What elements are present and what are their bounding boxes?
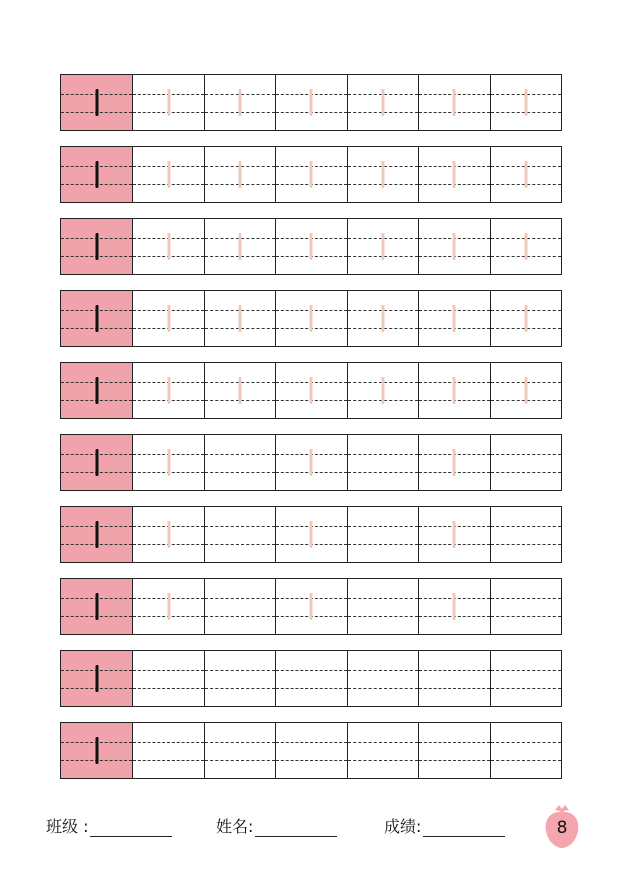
practice-row [60,362,562,419]
practice-cell[interactable] [490,507,561,562]
guide-line [348,742,418,743]
practice-row [60,290,562,347]
trace-letter-l [310,521,313,548]
trace-letter-l [524,305,527,332]
guide-line [276,670,346,671]
practice-cell[interactable] [347,219,418,274]
guide-line [276,760,346,761]
trace-letter-l [381,377,384,404]
practice-cell[interactable] [490,579,561,634]
guide-line [133,688,203,689]
strawberry-page-badge [543,802,581,850]
guide-line [348,616,418,617]
guide-line [491,598,561,599]
practice-cell[interactable] [347,75,418,130]
practice-cell[interactable] [347,291,418,346]
model-letter-l [95,449,98,476]
practice-cell[interactable] [204,147,275,202]
trace-letter-l [239,377,242,404]
guide-line [348,598,418,599]
guide-line [205,616,275,617]
guide-line [491,472,561,473]
model-letter-l [95,89,98,116]
guide-line [419,688,489,689]
trace-letter-l [453,521,456,548]
practice-row [60,506,562,563]
trace-letter-l [381,233,384,260]
practice-cell[interactable] [132,579,203,634]
practice-cell[interactable] [204,723,275,778]
guide-line [348,544,418,545]
guide-line [205,598,275,599]
practice-cell[interactable] [490,363,561,418]
guide-line [348,670,418,671]
model-letter-l [95,593,98,620]
practice-cell[interactable] [132,147,203,202]
guide-line [419,760,489,761]
guide-line [491,544,561,545]
class-blank[interactable] [90,822,172,837]
practice-cell[interactable] [490,219,561,274]
practice-cell[interactable] [418,75,489,130]
practice-cell[interactable] [132,651,203,706]
practice-cell[interactable] [418,363,489,418]
practice-cell[interactable] [347,435,418,490]
practice-cell[interactable] [132,75,203,130]
practice-cell[interactable] [490,75,561,130]
practice-row [60,434,562,491]
practice-cell[interactable] [490,435,561,490]
guide-line [491,616,561,617]
trace-letter-l [310,377,313,404]
practice-cell[interactable] [418,219,489,274]
guide-line [491,526,561,527]
practice-cell[interactable] [275,75,346,130]
practice-cell[interactable] [418,507,489,562]
practice-cell[interactable] [132,219,203,274]
practice-cell[interactable] [275,363,346,418]
trace-letter-l [453,593,456,620]
practice-cell[interactable] [275,651,346,706]
score-blank[interactable] [423,822,505,837]
trace-letter-l [524,377,527,404]
guide-line [348,454,418,455]
model-letter-l [95,521,98,548]
guide-line [205,760,275,761]
practice-cell[interactable] [418,579,489,634]
model-letter-cell [61,651,132,706]
trace-letter-l [453,89,456,116]
trace-letter-l [167,593,170,620]
trace-letter-l [239,161,242,188]
practice-cell[interactable] [132,291,203,346]
trace-letter-l [310,449,313,476]
guide-line [348,688,418,689]
practice-cell[interactable] [490,147,561,202]
practice-cell[interactable] [347,651,418,706]
trace-letter-l [167,89,170,116]
practice-cell[interactable] [275,291,346,346]
model-letter-l [95,233,98,260]
trace-letter-l [310,593,313,620]
practice-cell[interactable] [132,435,203,490]
trace-letter-l [524,233,527,260]
practice-row [60,218,562,275]
practice-cell[interactable] [275,723,346,778]
practice-cell[interactable] [490,291,561,346]
guide-line [348,472,418,473]
practice-row [60,578,562,635]
practice-cell[interactable] [204,507,275,562]
model-letter-l [95,161,98,188]
trace-letter-l [381,305,384,332]
name-blank[interactable] [255,822,337,837]
trace-letter-l [239,89,242,116]
trace-letter-l [310,305,313,332]
trace-letter-l [167,449,170,476]
trace-letter-l [381,89,384,116]
class-label: 班级 : [46,817,89,836]
practice-cell[interactable] [275,435,346,490]
trace-letter-l [167,521,170,548]
trace-letter-l [239,305,242,332]
model-letter-l [95,737,98,764]
model-letter-cell [61,723,132,778]
guide-line [205,670,275,671]
trace-letter-l [453,161,456,188]
practice-cell[interactable] [275,219,346,274]
guide-line [419,742,489,743]
writing-practice-grid [60,74,562,794]
name-label: 姓名: [216,817,254,836]
practice-row [60,650,562,707]
class-field [46,814,172,837]
model-letter-cell [61,363,132,418]
score-label: 成绩: [384,817,422,836]
practice-cell[interactable] [347,507,418,562]
guide-line [419,670,489,671]
trace-letter-l [310,89,313,116]
guide-line [205,742,275,743]
practice-cell[interactable] [204,435,275,490]
model-letter-cell [61,219,132,274]
trace-letter-l [239,233,242,260]
trace-letter-l [167,161,170,188]
trace-letter-l [453,449,456,476]
practice-cell[interactable] [275,147,346,202]
guide-line [491,742,561,743]
trace-letter-l [453,233,456,260]
practice-cell[interactable] [204,291,275,346]
practice-cell[interactable] [275,507,346,562]
trace-letter-l [167,233,170,260]
practice-cell[interactable] [418,291,489,346]
practice-cell[interactable] [275,579,346,634]
trace-letter-l [524,89,527,116]
practice-cell[interactable] [418,723,489,778]
guide-line [205,454,275,455]
practice-cell[interactable] [347,579,418,634]
guide-line [491,760,561,761]
guide-line [276,688,346,689]
guide-line [491,670,561,671]
practice-row [60,74,562,131]
model-letter-cell [61,147,132,202]
trace-letter-l [524,161,527,188]
trace-letter-l [310,233,313,260]
page-number: 8 [556,818,568,838]
practice-cell[interactable] [490,651,561,706]
practice-row [60,146,562,203]
practice-cell[interactable] [204,75,275,130]
model-letter-cell [61,75,132,130]
practice-cell[interactable] [347,723,418,778]
practice-cell[interactable] [132,723,203,778]
guide-line [133,742,203,743]
guide-line [133,670,203,671]
guide-line [491,454,561,455]
guide-line [491,688,561,689]
guide-line [348,760,418,761]
trace-letter-l [167,377,170,404]
guide-line [205,688,275,689]
footer [0,808,623,848]
practice-cell[interactable] [418,147,489,202]
model-letter-cell [61,579,132,634]
practice-cell[interactable] [132,507,203,562]
model-letter-cell [61,291,132,346]
name-field [216,814,337,837]
practice-cell[interactable] [204,579,275,634]
guide-line [205,526,275,527]
score-field [384,814,505,837]
practice-cell[interactable] [490,723,561,778]
model-letter-cell [61,435,132,490]
trace-letter-l [453,377,456,404]
guide-line [133,760,203,761]
trace-letter-l [310,161,313,188]
practice-row [60,722,562,779]
practice-cell[interactable] [347,147,418,202]
model-letter-l [95,665,98,692]
practice-cell[interactable] [418,651,489,706]
model-letter-l [95,377,98,404]
guide-line [205,472,275,473]
trace-letter-l [167,305,170,332]
practice-cell[interactable] [204,363,275,418]
practice-cell[interactable] [132,363,203,418]
trace-letter-l [381,161,384,188]
guide-line [276,742,346,743]
model-letter-l [95,305,98,332]
practice-cell[interactable] [418,435,489,490]
practice-cell[interactable] [204,651,275,706]
practice-cell[interactable] [347,363,418,418]
guide-line [348,526,418,527]
model-letter-cell [61,507,132,562]
practice-cell[interactable] [204,219,275,274]
trace-letter-l [453,305,456,332]
guide-line [205,544,275,545]
